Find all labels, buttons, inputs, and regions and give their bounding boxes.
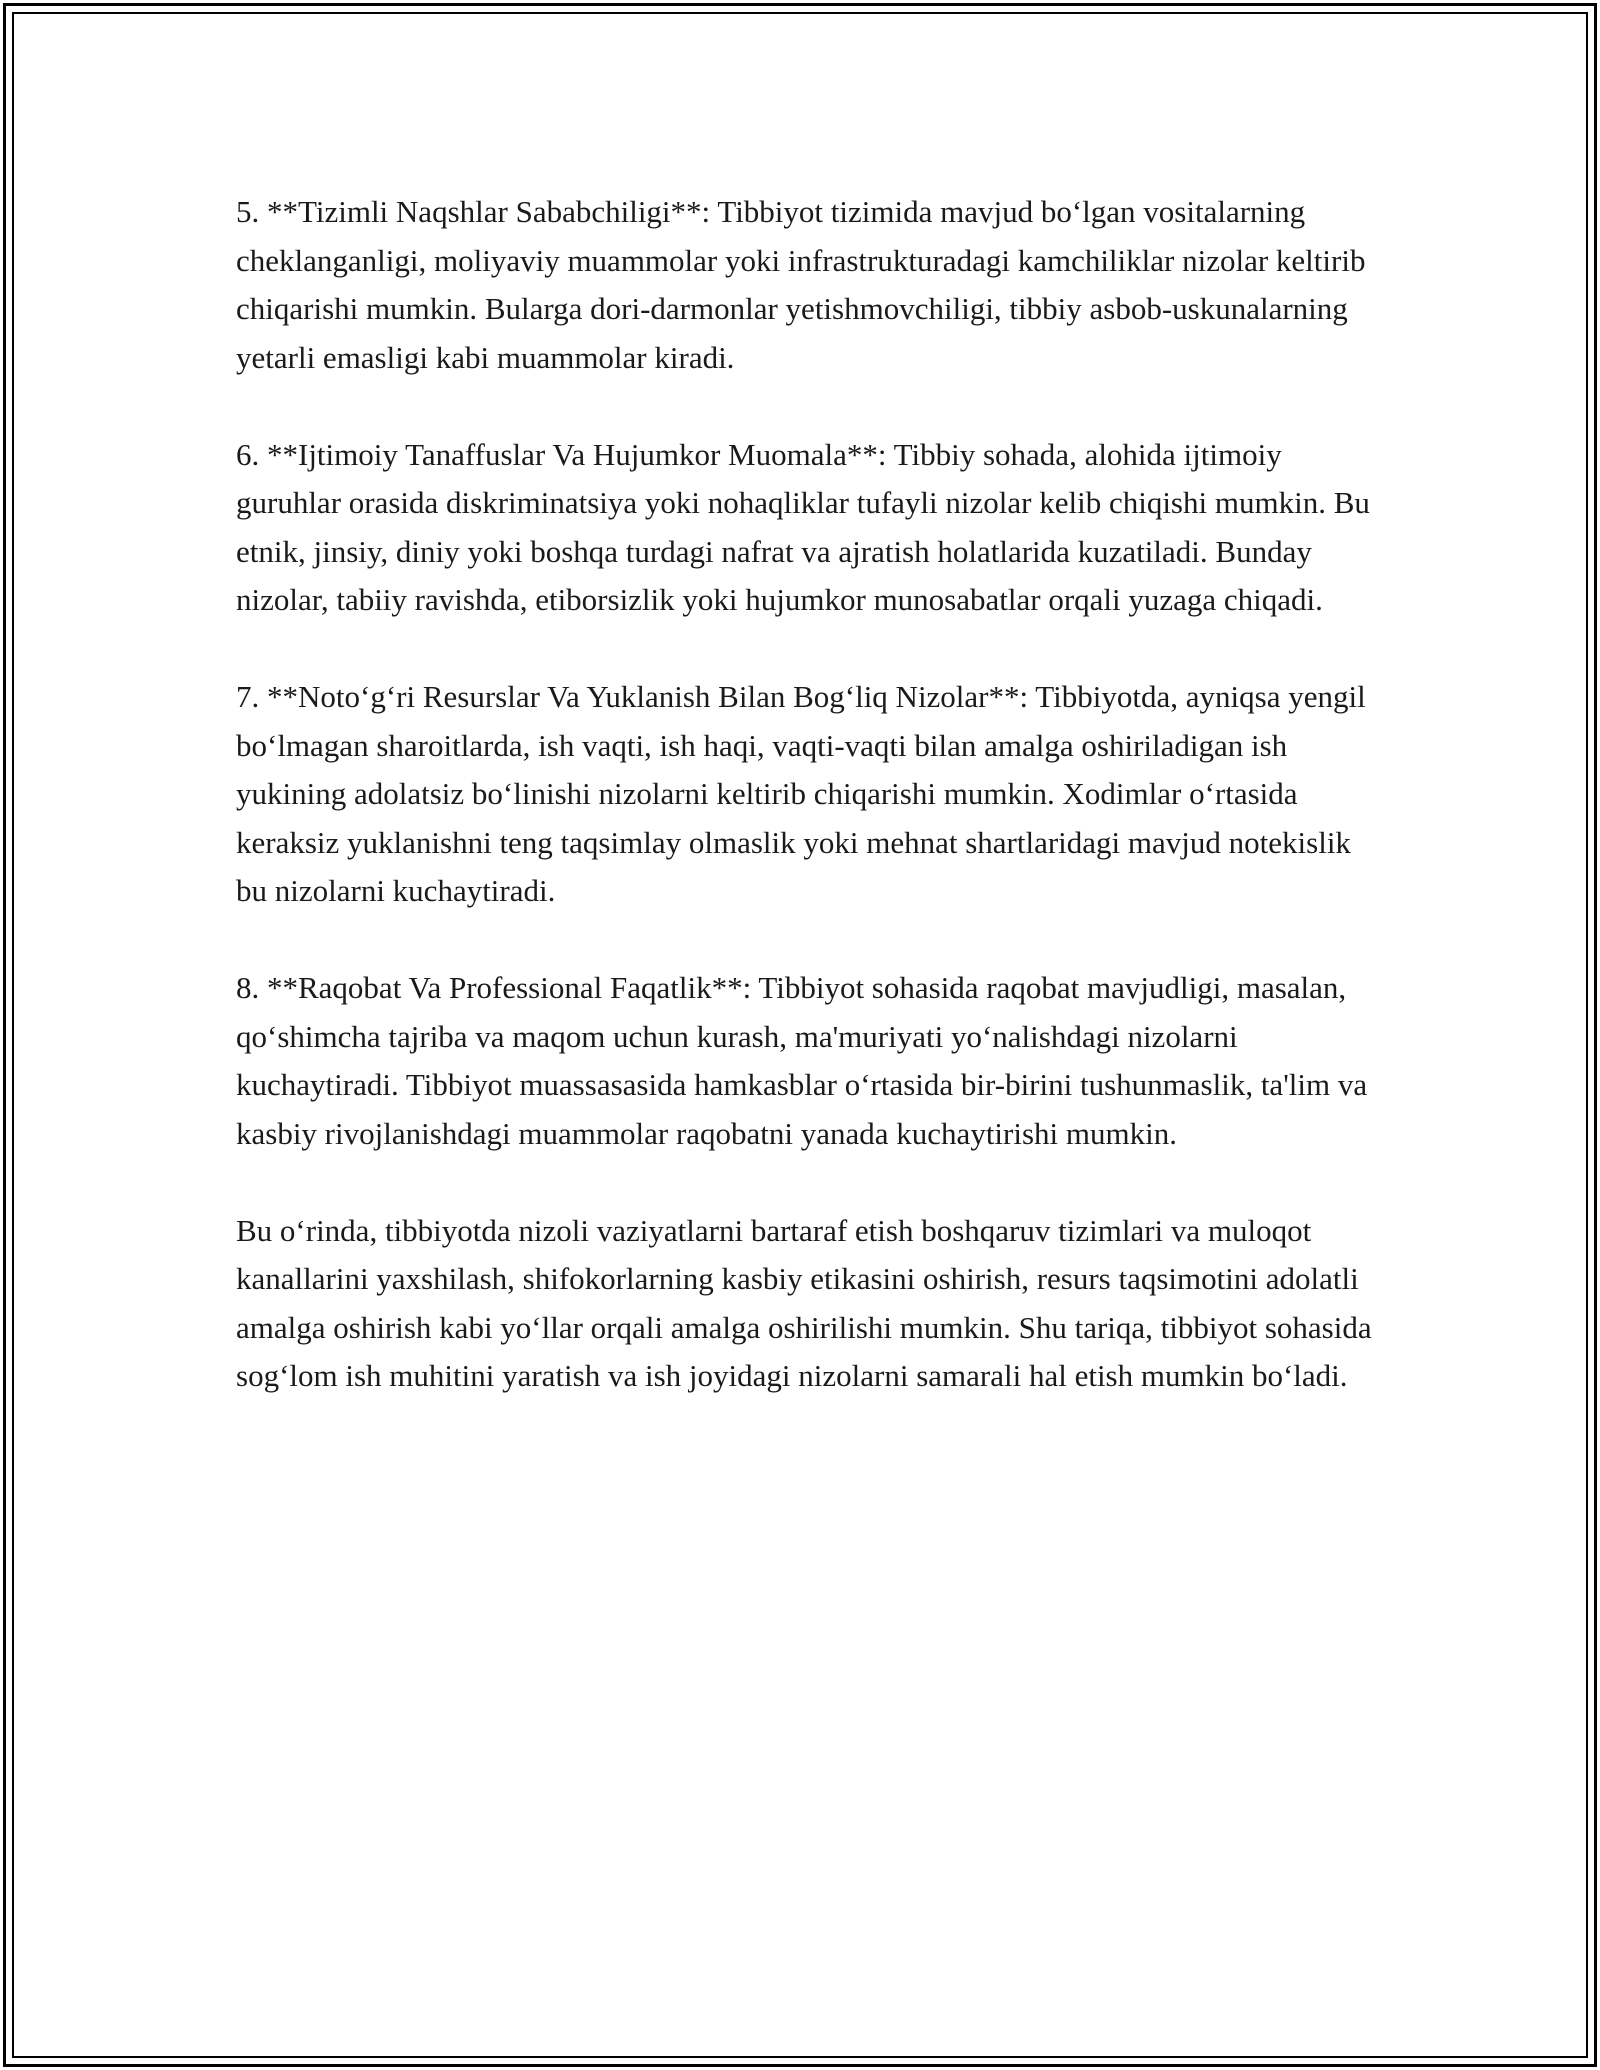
paragraph-item-5: 5. **Tizimli Naqshlar Sababchiligi**: Tibbiyot tizimida mavjud bo‘lgan vositalarning cheklanganligi, moliyaviy muammolar yoki infrastrukturadagi kamchiliklar nizolar keltirib chiqarishi mumkin. Bularga dori-darmonlar yetishmovchiligi, tibbiy asbob-uskunalarning yetarli emasligi kabi muammolar kiradi.	[236, 194, 1366, 375]
paragraph-item-8: 8. **Raqobat Va Professional Faqatlik**: Tibbiyot sohasida raqobat mavjudligi, masalan, qo‘shimcha tajriba va maqom uchun kurash, ma'muriyati yo‘nalishdagi nizolarni kuchaytiradi. Tibbiyot muassasasida hamkasblar o‘rtasida bir-birini tushunmaslik, ta'lim va kasbiy rivojlanishdagi muammolar raqobatni yanada kuchaytirishi mumkin.	[236, 970, 1368, 1151]
paragraph-item-6: 6. **Ijtimoiy Tanaffuslar Va Hujumkor Muomala**: Tibbiy sohada, alohida ijtimoiy guruhlar orasida diskriminatsiya yoki nohaqliklar tufayli nizolar kelib chiqishi mumkin. Bu etnik, jinsiy, diniy yoki boshqa turdagi nafrat va ajratish holatlarida kuzatiladi. Bunday nizolar, tabiiy ravishda, etiborsizlik yoki hujumkor munosabatlar orqali yuzaga chiqadi.	[236, 436, 1370, 617]
paragraph-item-7: 7. **Noto‘g‘ri Resurslar Va Yuklanish Bilan Bog‘liq Nizolar**: Tibbiyotda, ayniqsa yengil bo‘lmagan sharoitlarda, ish vaqti, ish haqi, vaqti-vaqti bilan amalga oshiriladigan ish yukining adolatsiz bo‘linishi nizolarni keltirib chiqarishi mumkin. Xodimlar o‘rtasida keraksiz yuklanishni teng taqsimlay olmaslik yoki mehnat shartlaridagi mavjud notekislik bu nizolarni kuchaytiradi.	[236, 679, 1366, 908]
document-body	[236, 188, 1376, 1401]
conclusion-paragraph: Bu o‘rinda, tibbiyotda nizoli vaziyatlarni bartaraf etish boshqaruv tizimlari va muloqot kanallarini yaxshilash, shifokorlarning kasbiy etikasini oshirish, resurs taqsimotini adolatli amalga oshirish kabi yo‘llar orqali amalga oshirilishi mumkin. Shu tariqa, tibbiyot sohasida sog‘lom ish muhitini yaratish va ish joyidagi nizolarni samarali hal etish mumkin bo‘ladi.	[236, 1212, 1372, 1393]
